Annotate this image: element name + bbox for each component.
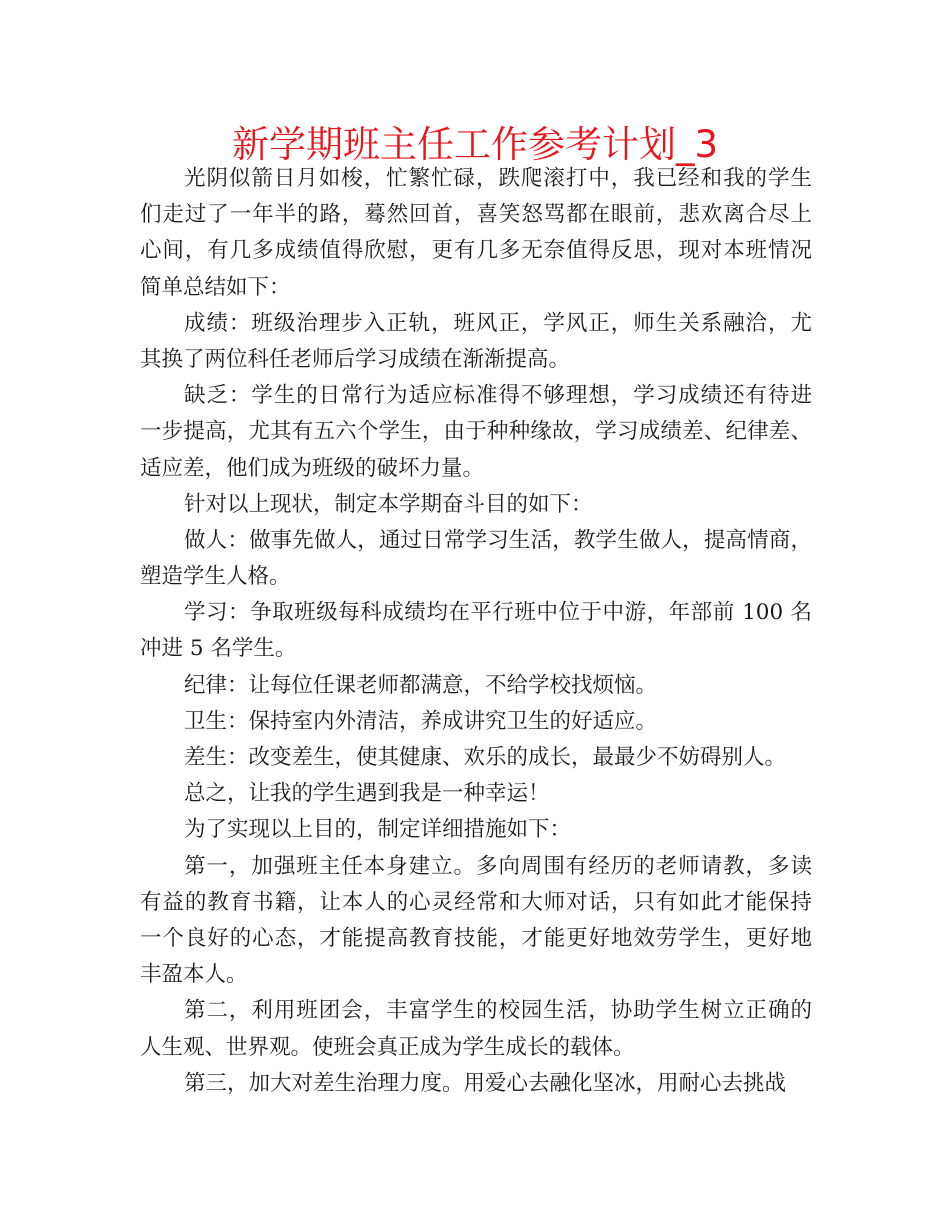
- paragraph: [140, 523, 812, 595]
- paragraph-line: 塑造学生人格。: [140, 564, 291, 590]
- paragraph: [140, 993, 812, 1065]
- paragraph-line: 们走过了一年半的路，蓦然回首，喜笑怒骂都在眼前，悲欢离合尽上: [140, 202, 812, 228]
- paragraph-line: 总之，让我的学生遇到我是一种幸运！: [184, 781, 550, 807]
- paragraph: [140, 704, 812, 740]
- paragraph-line: 心间，有几多成绩值得欣慰，更有几多无奈值得反思，现对本班情况: [140, 238, 812, 264]
- paragraph-line: 冲进 5 名学生。: [140, 636, 297, 662]
- paragraph-line: 一步提高，尤其有五六个学生，由于种种缘故，学习成绩差、纪律差、: [140, 419, 812, 445]
- paragraph-line: 一个良好的心态，才能提高教育技能，才能更好地效劳学生，更好地: [140, 925, 812, 951]
- paragraph-line: 适应差，他们成为班级的破坏力量。: [140, 455, 485, 481]
- paragraph-line: 纪律：让每位任课老师都满意，不给学校找烦恼。: [184, 672, 658, 698]
- paragraph-line: 卫生：保持室内外清洁，养成讲究卫生的好适应。: [184, 708, 658, 734]
- paragraph-line: 人生观、世界观。使班会真正成为学生成长的载体。: [140, 1034, 635, 1060]
- paragraph: [140, 668, 812, 704]
- document-body: [140, 161, 812, 1102]
- paragraph-line: 差生：改变差生，使其健康、欢乐的成长，最最少不妨碍别人。: [184, 745, 787, 770]
- paragraph: [140, 487, 812, 523]
- paragraph: [140, 595, 812, 667]
- paragraph: [140, 378, 812, 487]
- paragraph-line: 其换了两位科任老师后学习成绩在渐渐提高。: [140, 346, 571, 372]
- paragraph: [140, 740, 812, 776]
- paragraph: [140, 306, 812, 378]
- paragraph: [140, 849, 812, 994]
- paragraph: [140, 812, 812, 848]
- paragraph-line: 简单总结如下：: [140, 274, 291, 300]
- paragraph: [140, 776, 812, 812]
- document-title: 新学期班主任工作参考计划_3: [231, 123, 719, 166]
- paragraph-line: 针对以上现状，制定本学期奋斗目的如下：: [184, 491, 593, 517]
- paragraph: [140, 161, 812, 306]
- paragraph-line: 做人：做事先做人，通过日常学习生活，教学生做人，提高情商，: [184, 527, 812, 553]
- paragraph-line: 有益的教育书籍，让本人的心灵经常和大师对话，只有如此才能保持: [140, 889, 812, 915]
- paragraph-line: 光阴似箭日月如梭，忙繁忙碌，跌爬滚打中，我已经和我的学生: [184, 166, 812, 191]
- paragraph-line: 缺乏：学生的日常行为适应标准得不够理想，学习成绩还有待进: [184, 383, 812, 409]
- paragraph: [140, 1066, 812, 1102]
- paragraph-line: 学习：争取班级每科成绩均在平行班中位于中游，年部前 100 名: [184, 600, 812, 626]
- paragraph-line: 第三，加大对差生治理力度。用爱心去融化坚冰，用耐心去挑战: [184, 1070, 787, 1096]
- paragraph-line: 丰盈本人。: [140, 962, 248, 988]
- paragraph-line: 第二，利用班团会，丰富学生的校园生活，协助学生树立正确的: [184, 998, 812, 1024]
- paragraph-line: 为了实现以上目的，制定详细措施如下：: [184, 817, 572, 843]
- paragraph-line: 第一，加强班主任本身建立。多向周围有经历的老师请教，多读: [184, 853, 812, 879]
- paragraph-line: 成绩：班级治理步入正轨，班风正，学风正，师生关系融洽，尤: [184, 310, 812, 336]
